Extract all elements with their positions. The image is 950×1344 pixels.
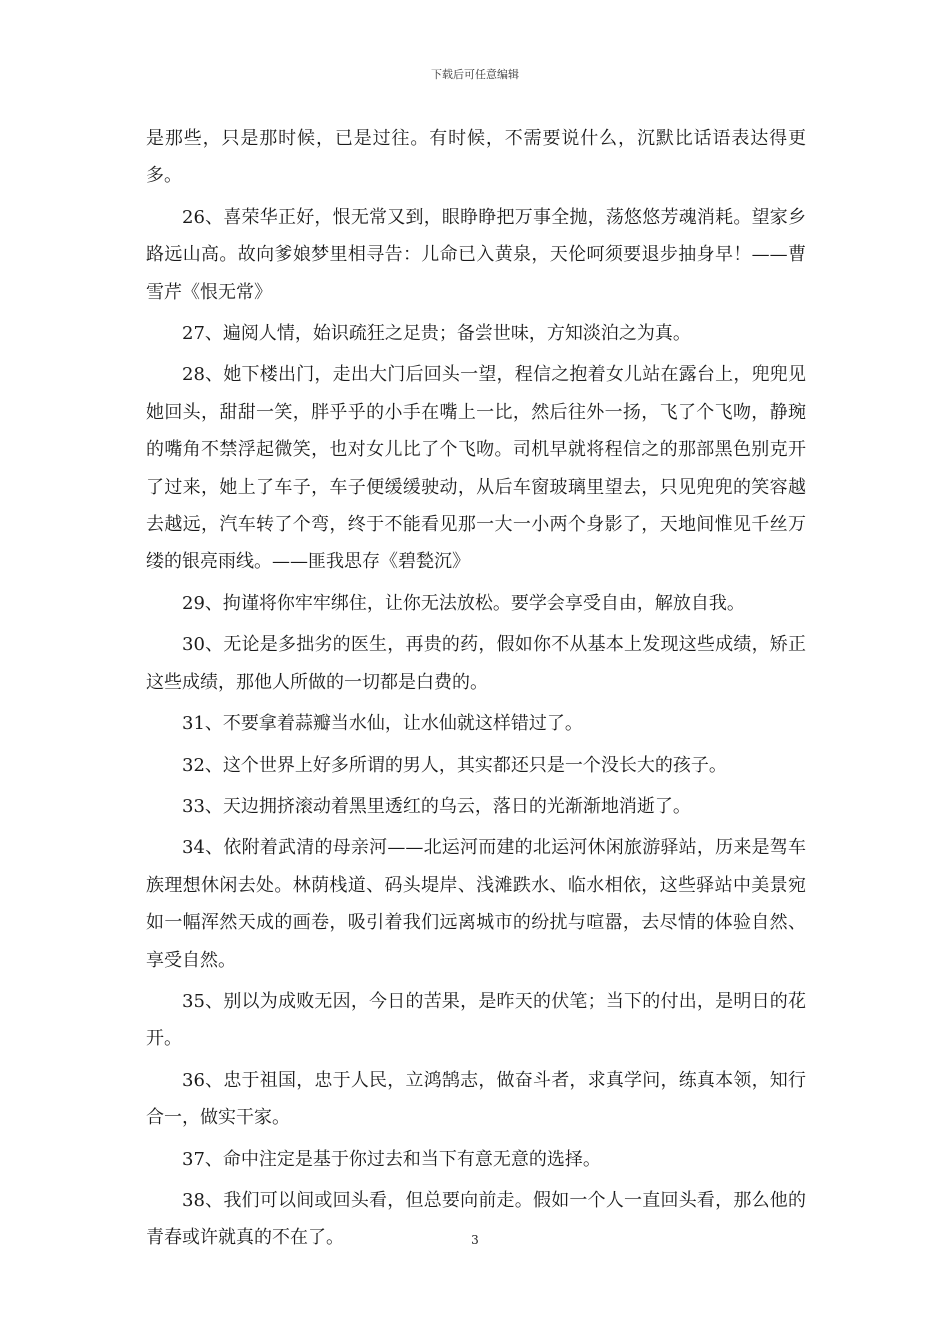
- paragraph-36: 36、忠于祖国，忠于人民，立鸿鹄志，做奋斗者，求真学问，练真本领，知行合一，做实干家。: [146, 1069, 806, 1129]
- paragraph-33: 33、天边拥挤滚动着黑里透红的乌云，落日的光渐渐地消逝了。: [182, 795, 691, 817]
- document-body: [146, 120, 806, 1261]
- page-header: 下载后可任意编辑: [431, 68, 519, 81]
- paragraph-31: 31、不要拿着蒜瓣当水仙，让水仙就这样错过了。: [182, 713, 583, 735]
- paragraph-27: 27、遍阅人情，始识疏狂之足贵；备尝世味，方知淡泊之为真。: [182, 323, 691, 345]
- paragraph-35: 35、别以为成败无因，今日的苦果，是昨天的伏笔；当下的付出，是明日的花开。: [146, 990, 806, 1050]
- paragraph-37: 37、命中注定是基于你过去和当下有意无意的选择。: [182, 1148, 601, 1170]
- paragraph-34: 34、依附着武清的母亲河——北运河而建的北运河休闲旅游驿站，历来是驾车族理想休闲去处。林荫栈道、码头堤岸、浅滩跌水、临水相依，这些驿站中美景宛如一幅浑然天成的画卷，吸引着我们远离城市的纷扰与喧嚣，去尽情的体验自然、享受自然。: [146, 837, 806, 971]
- paragraph-38: 38、我们可以间或回头看，但总要向前走。假如一个人一直回头看，那么他的青春或许就真的不在了。: [146, 1189, 806, 1249]
- paragraph-26: 26、喜荣华正好，恨无常又到，眼睁睁把万事全抛，荡悠悠芳魂消耗。望家乡路远山高。故向爹娘梦里相寻告：儿命已入黄泉，天伦呵须要退步抽身早！——曹雪芹《恨无常》: [146, 206, 806, 303]
- page-number: 3: [471, 1233, 479, 1247]
- paragraph-28: 28、她下楼出门，走出大门后回头一望，程信之抱着女儿站在露台上，兜兜见她回头，甜甜一笑，胖乎乎的小手在嘴上一比，然后往外一扬，飞了个飞吻，静琬的嘴角不禁浮起微笑，也对女儿比了个飞吻。司机早就将程信之的那部黑色别克开了过来，她上了车子，车子便缓缓驶动，从后车窗玻璃里望去，只见兜兜的笑容越去越远，汽车转了个弯，终于不能看见那一大一小两个身影了，天地间惟见千丝万缕的银亮雨线。——匪我思存《碧甃沉》: [146, 364, 806, 573]
- paragraph-30: 30、无论是多拙劣的医生，再贵的药，假如你不从基本上发现这些成绩，矫正这些成绩，那他人所做的一切都是白费的。: [146, 634, 806, 693]
- paragraph-continued: 是那些，只是那时候，已是过往。有时候，不需要说什么，沉默比话语表达得更多。: [146, 128, 806, 187]
- paragraph-29: 29、拘谨将你牢牢绑住，让你无法放松。要学会享受自由，解放自我。: [182, 592, 745, 614]
- paragraph-32: 32、这个世界上好多所谓的男人，其实都还只是一个没长大的孩子。: [182, 754, 727, 776]
